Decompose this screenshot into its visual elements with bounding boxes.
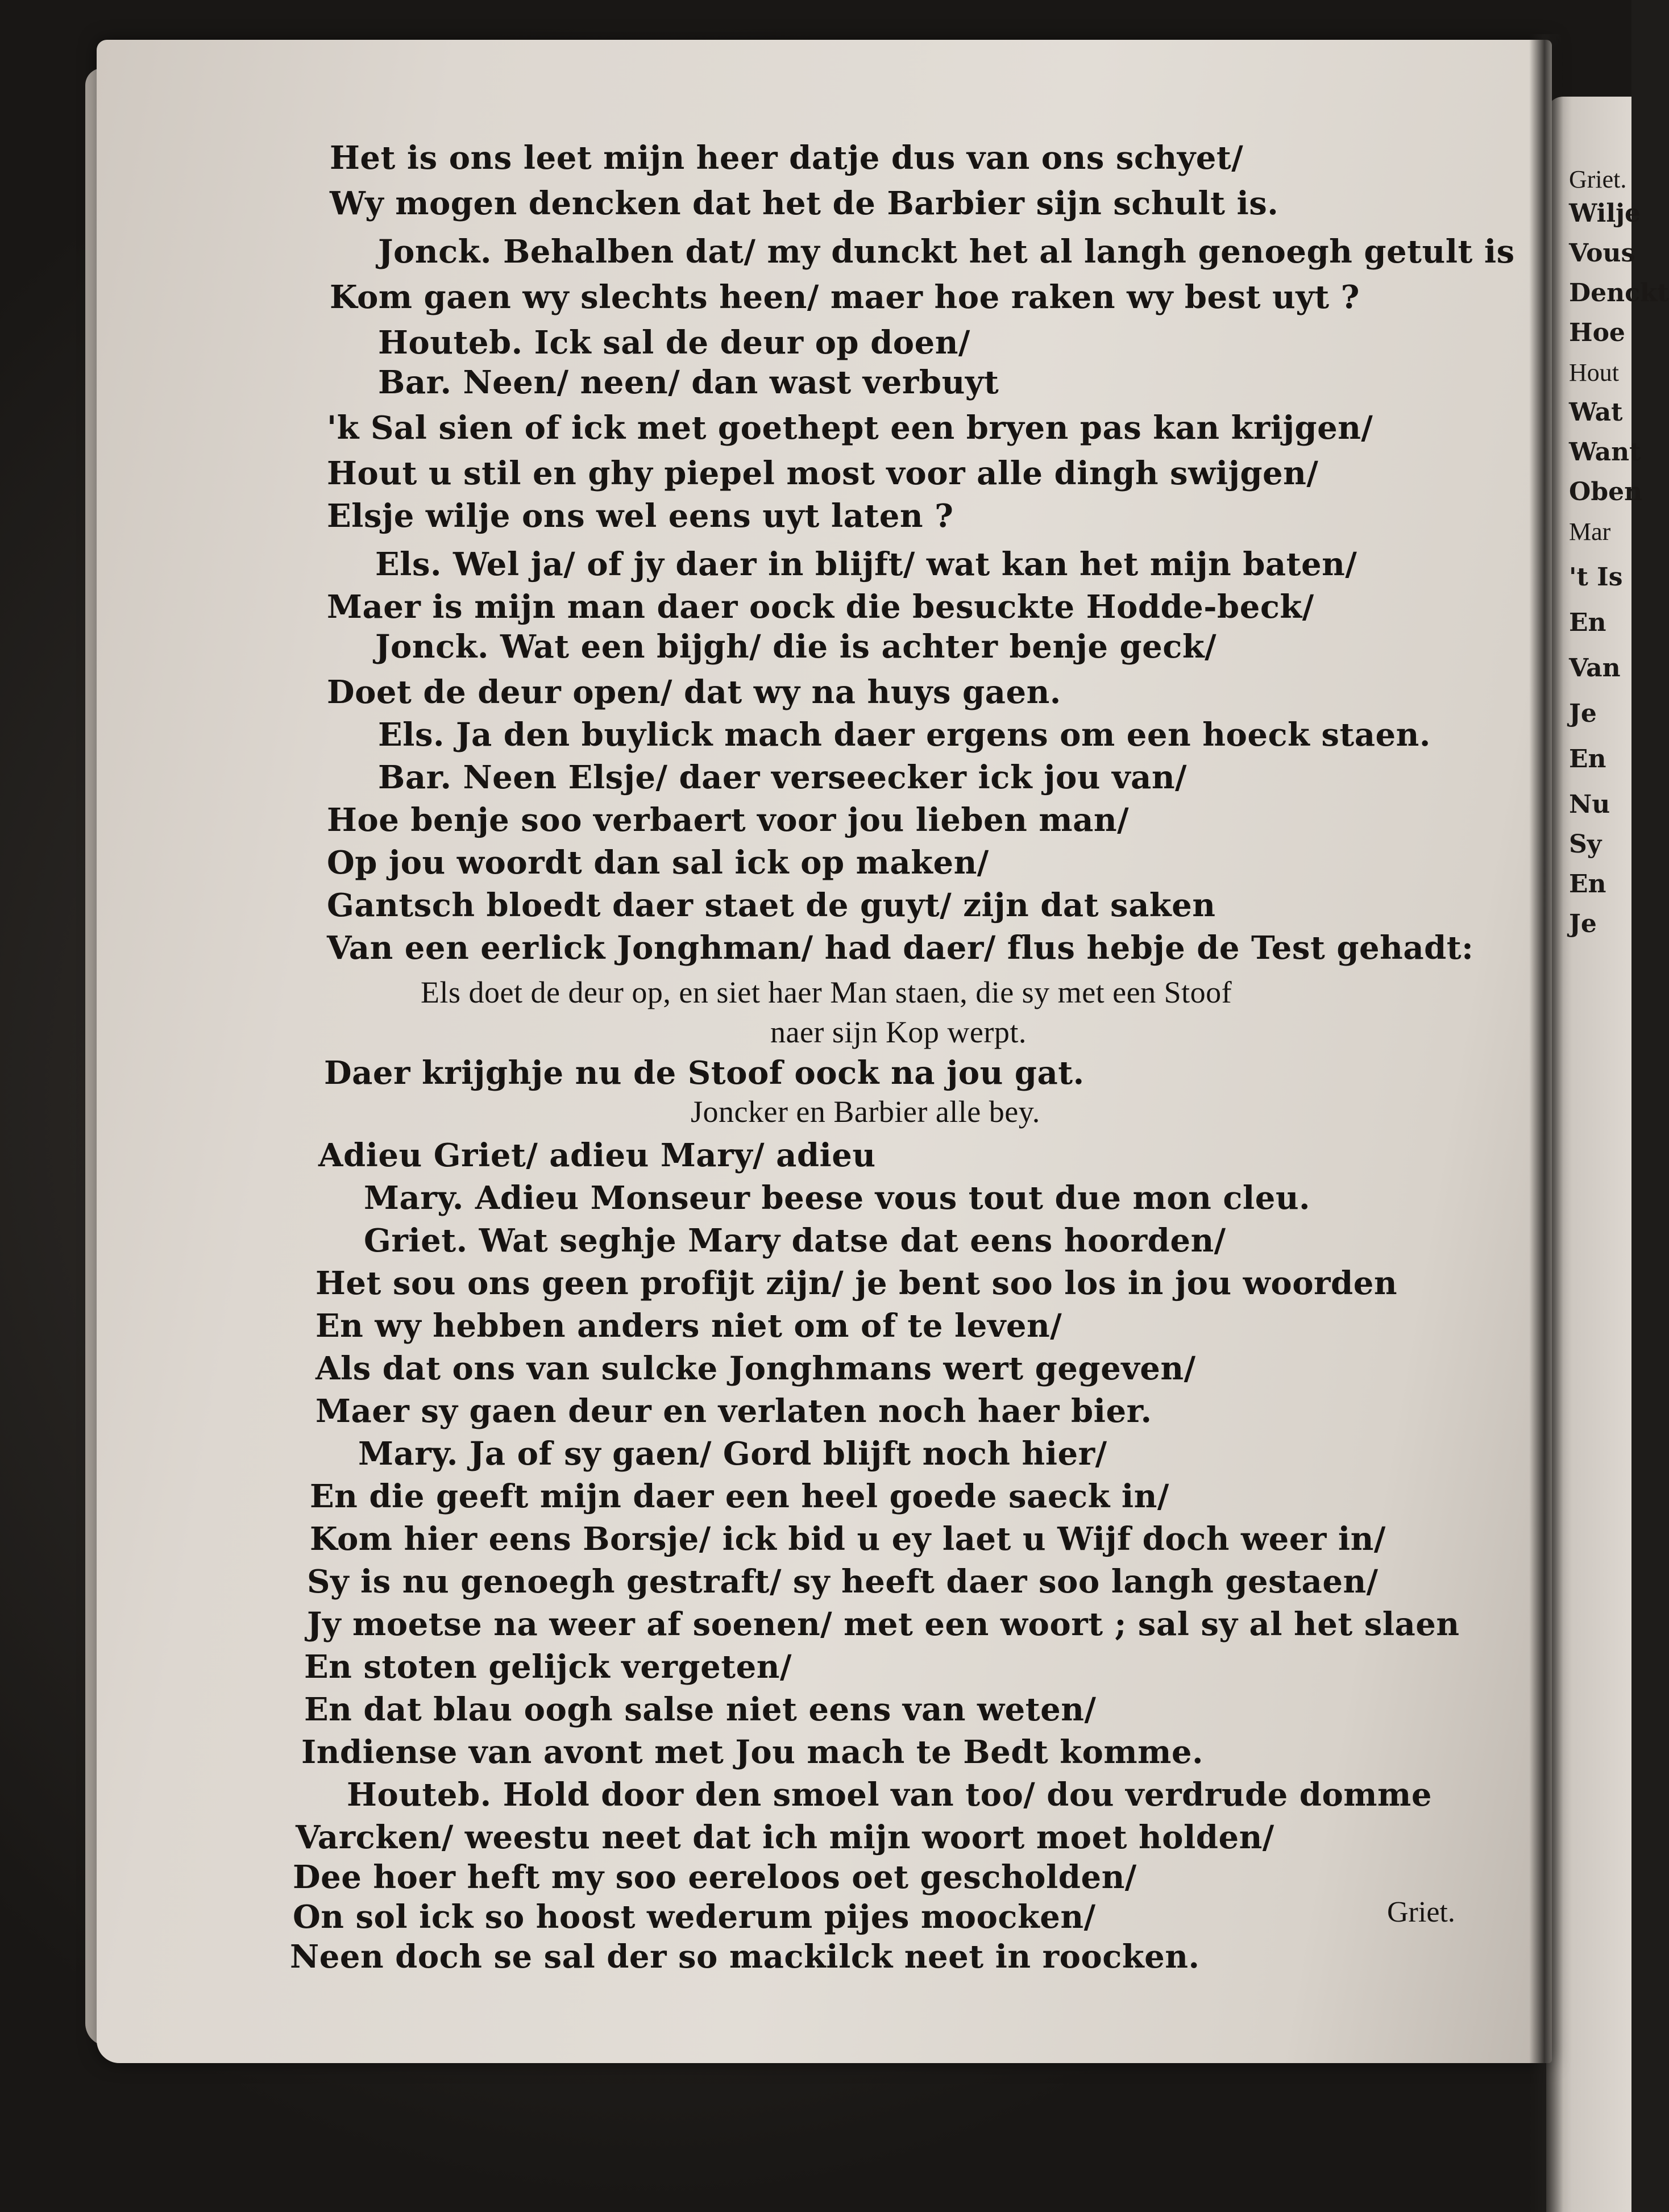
text-line: Mary. Ja of sy gaen/ Gord blijft noch hier/ bbox=[358, 1435, 1107, 1473]
stage-direction: Joncker en Barbier alle bey. bbox=[691, 1095, 1040, 1129]
facing-fragment: En bbox=[1569, 608, 1606, 637]
text-line: Griet. Wat seghje Mary datse dat eens hoorden/ bbox=[364, 1222, 1226, 1259]
text-line: Maer is mijn man daer oock die besuckte Hodde-beck/ bbox=[327, 588, 1314, 626]
text-line: Op jou woordt dan sal ick op maken/ bbox=[327, 844, 989, 882]
stage-direction: Els doet de deur op, en siet haer Man staen, die sy met een Stoof bbox=[421, 975, 1232, 1009]
text-line: Jonck. Behalben dat/ my dunckt het al langh genoegh getult is bbox=[378, 233, 1515, 271]
facing-fragment: Hout bbox=[1569, 359, 1619, 386]
text-line: Hoe benje soo verbaert voor jou lieben man/ bbox=[327, 801, 1130, 839]
facing-fragment: Van bbox=[1569, 654, 1621, 683]
text-line: Varcken/ weestu neet dat ich mijn woort moet holden/ bbox=[296, 1819, 1274, 1856]
facing-fragment: 't Is bbox=[1569, 563, 1623, 592]
text-line: Houteb. Hold door den smoel van too/ dou verdrude domme bbox=[347, 1776, 1432, 1814]
text-line: Hout u stil en ghy piepel most voor alle dingh swijgen/ bbox=[327, 455, 1319, 492]
text-line: Gantsch bloedt daer staet de guyt/ zijn dat saken bbox=[327, 887, 1216, 924]
stage-direction: naer sijn Kop werpt. bbox=[770, 1015, 1027, 1049]
text-line: Jonck. Wat een bijgh/ die is achter benje geck/ bbox=[375, 628, 1217, 666]
text-line: On sol ick so hoost wederum pijes moocken/ bbox=[293, 1898, 1096, 1936]
facing-fragment: Je bbox=[1569, 699, 1597, 728]
text-line: Het sou ons geen profijt zijn/ je bent soo los in jou woorden bbox=[315, 1265, 1398, 1302]
text-line: En stoten gelijck vergeten/ bbox=[304, 1648, 792, 1686]
text-line: Doet de deur open/ dat wy na huys gaen. bbox=[327, 673, 1061, 711]
text-line: Mary. Adieu Monseur beese vous tout due mon cleu. bbox=[364, 1179, 1311, 1217]
text-line: Daer krijghje nu de Stoof oock na jou gat. bbox=[324, 1054, 1085, 1092]
text-line: Maer sy gaen deur en verlaten noch haer bier. bbox=[315, 1392, 1152, 1430]
text-line: Kom hier eens Borsje/ ick bid u ey laet u Wijf doch weer in/ bbox=[310, 1520, 1386, 1558]
text-line: Jy moetse na weer af soenen/ met een woort ; sal sy al het slaen bbox=[307, 1606, 1460, 1643]
text-line: 'k Sal sien of ick met goethept een bryen pas kan krijgen/ bbox=[327, 409, 1373, 447]
text-line: Het is ons leet mijn heer datje dus van ons schyet/ bbox=[330, 139, 1244, 177]
facing-fragment: Denckt bbox=[1569, 278, 1669, 307]
facing-fragment: Wat bbox=[1569, 398, 1623, 427]
facing-fragment: Hoe bbox=[1569, 318, 1625, 347]
text-line: Houteb. Ick sal de deur op doen/ bbox=[378, 324, 970, 361]
catchword: Griet. bbox=[1387, 1896, 1455, 1928]
facing-fragment: En bbox=[1569, 870, 1606, 899]
facing-fragment: Want bbox=[1569, 438, 1641, 467]
text-line: Bar. Neen/ neen/ dan wast verbuyt bbox=[378, 364, 999, 401]
text-line: Bar. Neen Elsje/ daer verseecker ick jou van/ bbox=[378, 759, 1187, 796]
facing-fragment: Oben bbox=[1569, 477, 1643, 506]
text-line: Neen doch se sal der so mackilck neet in roocken. bbox=[290, 1938, 1200, 1976]
facing-fragment: Griet. bbox=[1569, 165, 1627, 193]
text-line: Van een eerlick Jonghman/ had daer/ flus hebje de Test gehadt: bbox=[327, 929, 1474, 967]
text-line: Dee hoer heft my soo eereloos oet gescholden/ bbox=[293, 1858, 1137, 1896]
text-line: Adieu Griet/ adieu Mary/ adieu bbox=[318, 1137, 876, 1174]
text-line: Kom gaen wy slechts heen/ maer hoe raken wy best uyt ? bbox=[330, 278, 1360, 316]
facing-fragment: Sy bbox=[1569, 830, 1602, 859]
text-line: En dat blau oogh salse niet eens van weten/ bbox=[304, 1691, 1097, 1728]
text-line: Sy is nu genoegh gestraft/ sy heeft daer soo langh gestaen/ bbox=[307, 1563, 1379, 1600]
facing-fragment: Vous bbox=[1569, 239, 1635, 268]
facing-fragment: Je bbox=[1569, 909, 1597, 938]
text-line: Als dat ons van sulcke Jonghmans wert gegeven/ bbox=[315, 1350, 1196, 1387]
text-line: Indiense van avont met Jou mach te Bedt komme. bbox=[301, 1733, 1204, 1771]
facing-fragment: En bbox=[1569, 745, 1606, 774]
facing-fragment: Mar bbox=[1569, 518, 1611, 546]
text-line: Elsje wilje ons wel eens uyt laten ? bbox=[327, 497, 954, 535]
facing-fragment: Wilje bbox=[1569, 199, 1641, 228]
text-line: En wy hebben anders niet om of te leven/ bbox=[315, 1307, 1062, 1345]
text-line: Wy mogen dencken dat het de Barbier sijn schult is. bbox=[330, 185, 1279, 222]
facing-fragment: Nu bbox=[1569, 790, 1610, 819]
text-line: En die geeft mijn daer een heel goede saeck in/ bbox=[310, 1478, 1169, 1515]
text-line: Els. Wel ja/ of jy daer in blijft/ wat kan het mijn baten/ bbox=[375, 546, 1357, 583]
text-line: Els. Ja den buylick mach daer ergens om een hoeck staen. bbox=[378, 716, 1431, 754]
